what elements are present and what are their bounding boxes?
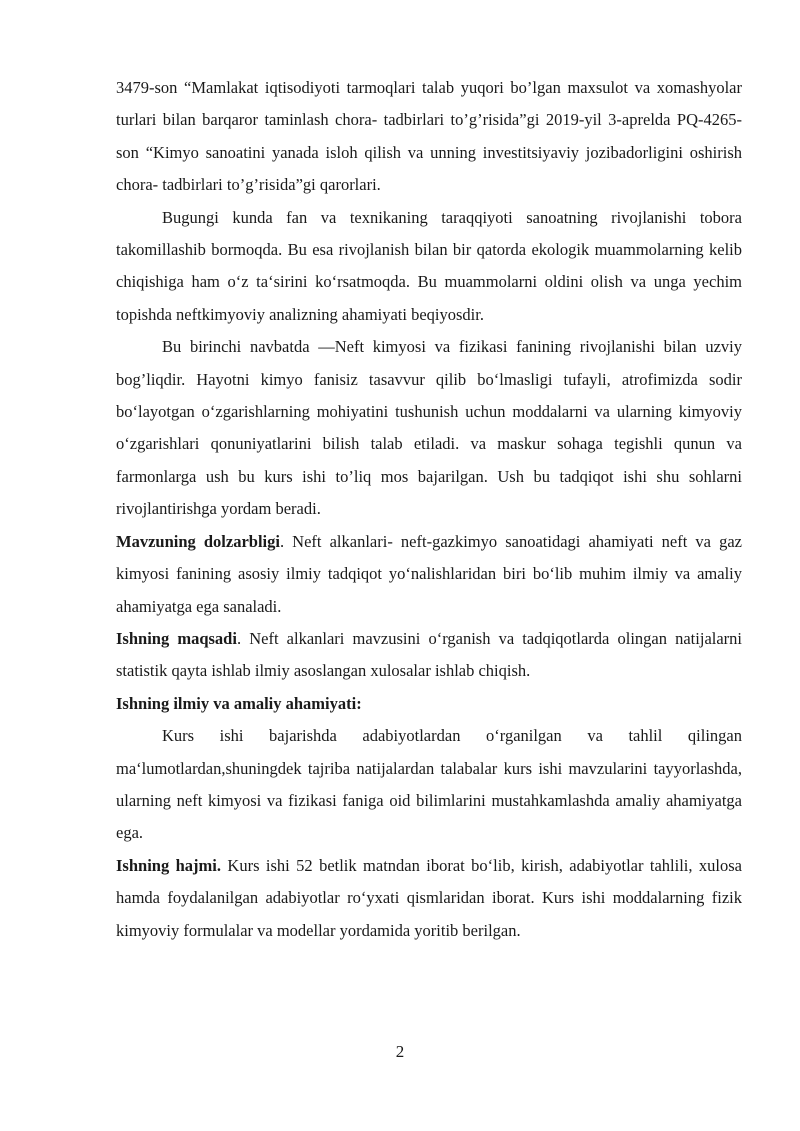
paragraph-intro: Bugungi kunda fan va texnikaning taraqqiyoti sanoatning rivojlanishi tobora takomillashib bormoqda. Bu esa rivojlanish bilan bir qatorda ekologik muammolarning kelib chiqishiga ham o‘z ta‘sirini ko‘rsatmoqda. Bu muammolarni oldini olish va unga yechim topishda neftkimyoviy analizning ahamiyati beqiyosdir. bbox=[116, 207, 742, 324]
paragraph-dolzarblik bbox=[116, 526, 742, 623]
paragraph-maqsad bbox=[116, 623, 742, 688]
text-hajm: Kurs ishi 52 betlik matndan iborat bo‘lib, kirish, adabiyotlar tahlili, xulosa hamda foydalanilgan adabiyotlar ro‘yxati qismlaridan iborat. Kurs ishi moddalarning fizik kimyoviy formulalar va modellar yordamida yoritib berilgan. bbox=[116, 855, 742, 940]
text-maqsad: . Neft alkanlari mavzusini o‘rganish va tadqiqotlarda olingan natijalarni statistik qayta ishlab ilmiy asoslangan xulosalar ishlab chiqish. bbox=[116, 628, 743, 681]
paragraph-relevance: Bu birinchi navbatda —Neft kimyosi va fizikasi fanining rivojlanishi bilan uzviy bog’liqdir. Hayotni kimyo fanisiz tasavvur qilib bo‘lmasligi tufayli, atrofimizda sodir bo‘layotgan o‘zgarishlarning mohiyatini tushunish uchun moddalarni va ularning kimyoviy o‘zgarishlari qonuniyatlarini bilish talab etiladi. va maskur sohaga tegishli qunun va farmonlarga ush bu kurs ishi to’liq mos bajarilgan. Ush bu tadqiqot ishi shu sohlarni rivojlantirishga yordam beradi. bbox=[116, 337, 742, 519]
paragraph-hajm bbox=[116, 850, 742, 947]
page-number: 2 bbox=[395, 1042, 405, 1061]
page-body bbox=[116, 72, 742, 947]
paragraph-decrees: 3479-son “Mamlakat iqtisodiyoti tarmoqlari talab yuqori bo’lgan maxsulot va xomashyolar turlari bilan barqaror taminlash chora- tadbirlari to’g’risida”gi 2019-yil 3-aprelda PQ-4265-son “Kimyo sanoatini yanada isloh qilish va unning investitsiyaviy jozibadorligini oshirish chora- tadbirlari to’g’risida”gi qarorlari. bbox=[116, 78, 742, 195]
heading-dolzarblik: Mavzuning dolzarbligi bbox=[116, 531, 280, 551]
paragraph-ahamiyat: Kurs ishi bajarishda adabiyotlardan o‘rganilgan va tahlil qilingan ma‘lumotlardan,shuningdek tajriba natijalardan talabalar kurs ishi mavzularini tayyorlashda, ularning neft kimyosi va fizikasi faniga oid bilimlarini mustahkamlashda amaliy ahamiyatga ega. bbox=[116, 726, 742, 843]
paragraph-ahamiyat-heading bbox=[116, 688, 742, 720]
heading-maqsad: Ishning maqsadi bbox=[116, 628, 237, 648]
heading-hajm: Ishning hajmi. bbox=[116, 855, 221, 875]
heading-ahamiyat: Ishning ilmiy va amaliy ahamiyati: bbox=[116, 693, 362, 713]
text-dolzarblik: . Neft alkanlari- neft-gazkimyo sanoatidagi ahamiyati neft va gaz kimyosi fanining asosiy ilmiy tadqiqot yo‘nalishlaridan biri bo‘lib muhim ilmiy va amaliy ahamiyatga ega sanaladi. bbox=[116, 531, 742, 616]
